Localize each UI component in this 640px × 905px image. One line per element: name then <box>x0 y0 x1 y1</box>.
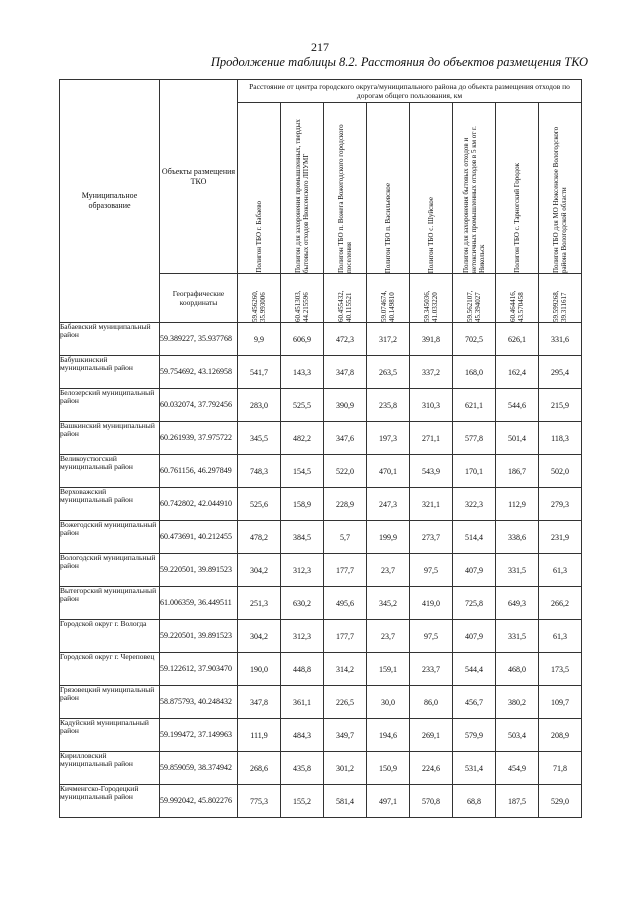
distance-value: 468,0 <box>496 653 539 686</box>
distance-value: 150,9 <box>367 752 410 785</box>
distance-value: 570,8 <box>410 785 453 818</box>
distance-value: 170,1 <box>453 455 496 488</box>
distance-value: 345,2 <box>367 587 410 620</box>
distance-value: 522,0 <box>324 455 367 488</box>
object-name: Полигон ТБО г. Бабаево <box>254 201 263 273</box>
distance-value: 448,8 <box>281 653 324 686</box>
distance-value: 187,5 <box>496 785 539 818</box>
distance-value: 514,4 <box>453 521 496 554</box>
distance-value: 497,1 <box>367 785 410 818</box>
distance-value: 495,6 <box>324 587 367 620</box>
distance-value: 273,7 <box>410 521 453 554</box>
distance-value: 97,5 <box>410 620 453 653</box>
table-row <box>60 554 582 587</box>
distance-value: 158,9 <box>281 488 324 521</box>
municipality-header: Муниципальное образование <box>60 80 160 323</box>
distance-value: 775,3 <box>238 785 281 818</box>
distances-table <box>59 79 582 818</box>
municipality-coords: 60.761156, 46.297849 <box>160 455 238 488</box>
distance-value: 162,4 <box>496 356 539 389</box>
table-row <box>60 389 582 422</box>
distance-value: 301,2 <box>324 752 367 785</box>
municipality-coords: 59.754692, 43.126958 <box>160 356 238 389</box>
distance-value: 525,6 <box>238 488 281 521</box>
distance-value: 168,0 <box>453 356 496 389</box>
distance-value: 231,9 <box>539 521 582 554</box>
distance-value: 283,0 <box>238 389 281 422</box>
distance-value: 503,4 <box>496 719 539 752</box>
object-header <box>324 103 367 274</box>
municipality-name: Белозерский муниципальный район <box>60 389 160 422</box>
municipality-coords: 60.032074, 37.792456 <box>160 389 238 422</box>
municipality-coords: 59.220501, 39.891523 <box>160 620 238 653</box>
distance-value: 155,2 <box>281 785 324 818</box>
distance-value: 186,7 <box>496 455 539 488</box>
distance-value: 304,2 <box>238 620 281 653</box>
distance-value: 630,2 <box>281 587 324 620</box>
distance-value: 112,9 <box>496 488 539 521</box>
distance-value: 321,1 <box>410 488 453 521</box>
distance-value: 154,5 <box>281 455 324 488</box>
table-row <box>60 356 582 389</box>
distance-value: 380,2 <box>496 686 539 719</box>
distance-value: 472,3 <box>324 323 367 356</box>
distance-value: 581,4 <box>324 785 367 818</box>
municipality-name: Вытегорский муниципальный район <box>60 587 160 620</box>
distance-value: 312,3 <box>281 554 324 587</box>
table-row <box>60 455 582 488</box>
distance-value: 173,5 <box>539 653 582 686</box>
table-body <box>60 323 582 818</box>
object-coords: 60.451303, 44.215596 <box>281 274 324 323</box>
distance-value: 725,8 <box>453 587 496 620</box>
distance-value: 177,7 <box>324 554 367 587</box>
object-coords: 59.456260, 35.993006 <box>238 274 281 323</box>
distance-value: 312,3 <box>281 620 324 653</box>
distance-value: 482,2 <box>281 422 324 455</box>
distance-value: 454,9 <box>496 752 539 785</box>
distance-value: 317,2 <box>367 323 410 356</box>
distance-value: 304,2 <box>238 554 281 587</box>
municipality-name: Кадуйский муниципальный район <box>60 719 160 752</box>
distance-value: 235,8 <box>367 389 410 422</box>
municipality-coords: 59.220501, 39.891523 <box>160 554 238 587</box>
distance-value: 86,0 <box>410 686 453 719</box>
distance-value: 529,0 <box>539 785 582 818</box>
table-row <box>60 719 582 752</box>
object-coords: 59.074674, 40.149810 <box>367 274 410 323</box>
distance-value: 349,7 <box>324 719 367 752</box>
table-row <box>60 686 582 719</box>
distance-value: 331,6 <box>539 323 582 356</box>
distance-value: 263,5 <box>367 356 410 389</box>
municipality-coords: 59.859059, 38.374942 <box>160 752 238 785</box>
objects-header: Объекты размещения ТКО <box>160 80 238 274</box>
distance-value: 194,6 <box>367 719 410 752</box>
municipality-name: Верховажский муниципальный район <box>60 488 160 521</box>
municipality-coords: 58.875793, 40.248432 <box>160 686 238 719</box>
distance-value: 361,1 <box>281 686 324 719</box>
distance-value: 118,3 <box>539 422 582 455</box>
municipality-name: Вашкинский муниципальный район <box>60 422 160 455</box>
municipality-coords: 60.473691, 40.212455 <box>160 521 238 554</box>
object-coords: 59.345036, 41.033220 <box>410 274 453 323</box>
distance-value: 310,3 <box>410 389 453 422</box>
distance-value: 5,7 <box>324 521 367 554</box>
distance-value: 268,6 <box>238 752 281 785</box>
municipality-coords: 59.199472, 37.149963 <box>160 719 238 752</box>
distance-value: 390,9 <box>324 389 367 422</box>
table-row <box>60 620 582 653</box>
distance-value: 541,7 <box>238 356 281 389</box>
municipality-coords: 59.122612, 37.903470 <box>160 653 238 686</box>
distance-value: 251,3 <box>238 587 281 620</box>
distance-value: 543,9 <box>410 455 453 488</box>
distance-value: 470,1 <box>367 455 410 488</box>
municipality-coords: 59.389227, 35.937768 <box>160 323 238 356</box>
municipality-name: Городской округ г. Вологда <box>60 620 160 653</box>
object-header <box>367 103 410 274</box>
object-coords: 60.455432, 40.115521 <box>324 274 367 323</box>
object-header <box>410 103 453 274</box>
distance-value: 347,6 <box>324 422 367 455</box>
distance-value: 97,5 <box>410 554 453 587</box>
distance-value: 215,9 <box>539 389 582 422</box>
municipality-coords: 60.261939, 37.975722 <box>160 422 238 455</box>
municipality-name: Грязовецкий муниципальный район <box>60 686 160 719</box>
object-coords: 59.599268, 39.311617 <box>539 274 582 323</box>
object-header <box>496 103 539 274</box>
distance-value: 331,5 <box>496 554 539 587</box>
distance-value: 347,8 <box>324 356 367 389</box>
municipality-name: Кичменгско-Городецкий муниципальный район <box>60 785 160 818</box>
distance-value: 9,9 <box>238 323 281 356</box>
distance-value: 621,1 <box>453 389 496 422</box>
distance-value: 407,9 <box>453 554 496 587</box>
distance-header: Расстояние от центра городского округа/муниципального района до объекта размещения отходов по дорогам общего пользования, км <box>238 80 582 103</box>
table-row <box>60 323 582 356</box>
distance-value: 109,7 <box>539 686 582 719</box>
municipality-name: Вологодский муниципальный район <box>60 554 160 587</box>
distance-value: 337,2 <box>410 356 453 389</box>
distance-value: 143,3 <box>281 356 324 389</box>
municipality-name: Великоустюгский муниципальный район <box>60 455 160 488</box>
table-row <box>60 521 582 554</box>
distance-value: 345,5 <box>238 422 281 455</box>
object-name: Полигон ТБО п. Васильевское <box>383 182 392 273</box>
distance-value: 419,0 <box>410 587 453 620</box>
distance-value: 269,1 <box>410 719 453 752</box>
table-row <box>60 422 582 455</box>
object-header <box>453 103 496 274</box>
distance-value: 61,3 <box>539 554 582 587</box>
table-row <box>60 488 582 521</box>
distance-value: 279,3 <box>539 488 582 521</box>
municipality-coords: 61.006359, 36.449511 <box>160 587 238 620</box>
distance-value: 649,3 <box>496 587 539 620</box>
distance-value: 606,9 <box>281 323 324 356</box>
distance-value: 71,8 <box>539 752 582 785</box>
distance-value: 226,5 <box>324 686 367 719</box>
distance-value: 23,7 <box>367 554 410 587</box>
municipality-coords: 59.992042, 45.802276 <box>160 785 238 818</box>
distance-value: 177,7 <box>324 620 367 653</box>
distance-value: 30,0 <box>367 686 410 719</box>
header-row-top <box>60 80 582 103</box>
object-coords: 59.562107, 45.394027 <box>453 274 496 323</box>
page-number: 217 <box>311 40 329 54</box>
distance-value: 224,6 <box>410 752 453 785</box>
distance-value: 502,0 <box>539 455 582 488</box>
distance-value: 338,6 <box>496 521 539 554</box>
table-row <box>60 653 582 686</box>
table-row <box>60 587 582 620</box>
municipality-coords: 60.742802, 42.044910 <box>160 488 238 521</box>
object-name: Полигон для захоронения бытовых отходов и нетоксичных промышленных отходов в 5 км от г. Никольск <box>461 126 487 273</box>
distance-value: 525,5 <box>281 389 324 422</box>
distance-value: 111,9 <box>238 719 281 752</box>
distance-value: 577,8 <box>453 422 496 455</box>
distance-value: 435,8 <box>281 752 324 785</box>
distance-value: 531,4 <box>453 752 496 785</box>
distance-value: 702,5 <box>453 323 496 356</box>
object-header <box>281 103 324 274</box>
object-name: Полигон ТБО п. Вожега Вожегодского городского поселения <box>336 124 353 273</box>
distance-value: 322,3 <box>453 488 496 521</box>
municipality-name: Кирилловский муниципальный район <box>60 752 160 785</box>
distance-value: 407,9 <box>453 620 496 653</box>
table-row <box>60 752 582 785</box>
distance-value: 501,4 <box>496 422 539 455</box>
distance-value: 208,9 <box>539 719 582 752</box>
distance-value: 579,9 <box>453 719 496 752</box>
municipality-name: Бабушкинский муниципальный район <box>60 356 160 389</box>
distance-value: 391,8 <box>410 323 453 356</box>
distance-value: 478,2 <box>238 521 281 554</box>
distance-value: 23,7 <box>367 620 410 653</box>
geo-coords-label: Географические координаты <box>160 274 238 323</box>
distance-value: 159,1 <box>367 653 410 686</box>
distance-value: 347,8 <box>238 686 281 719</box>
table-row <box>60 785 582 818</box>
table-caption: Продолжение таблицы 8.2. Расстояния до объектов размещения ТКО <box>210 55 588 69</box>
distance-value: 626,1 <box>496 323 539 356</box>
distance-value: 484,3 <box>281 719 324 752</box>
distance-value: 384,5 <box>281 521 324 554</box>
distance-value: 199,9 <box>367 521 410 554</box>
distance-value: 544,4 <box>453 653 496 686</box>
distance-value: 456,7 <box>453 686 496 719</box>
object-header <box>238 103 281 274</box>
distance-value: 190,0 <box>238 653 281 686</box>
object-name: Полигон ТБО для МО Нюксенское Вологодского района Вологодской области <box>551 126 569 273</box>
municipality-name: Городской округ г. Череповец <box>60 653 160 686</box>
distance-value: 228,9 <box>324 488 367 521</box>
distance-value: 331,5 <box>496 620 539 653</box>
distance-value: 748,3 <box>238 455 281 488</box>
distance-value: 247,3 <box>367 488 410 521</box>
distance-value: 314,2 <box>324 653 367 686</box>
distance-value: 295,4 <box>539 356 582 389</box>
object-name: Полигон ТБО с. Тарногский Городок <box>512 163 521 273</box>
distance-value: 233,7 <box>410 653 453 686</box>
object-name: Полигон для захоронения промышленных, твердых бытовых отходов Нюксенского ЛПУМГ <box>293 119 310 273</box>
distance-value: 68,8 <box>453 785 496 818</box>
object-name: Полигон ТБО с. Шуйское <box>426 196 435 273</box>
object-coords: 60.464416, 43.570458 <box>496 274 539 323</box>
municipality-name: Бабаевский муниципальный район <box>60 323 160 356</box>
distance-value: 271,1 <box>410 422 453 455</box>
object-header <box>539 103 582 274</box>
municipality-name: Вожегодский муниципальный район <box>60 521 160 554</box>
distance-value: 544,6 <box>496 389 539 422</box>
distance-value: 61,3 <box>539 620 582 653</box>
distance-value: 197,3 <box>367 422 410 455</box>
distance-value: 266,2 <box>539 587 582 620</box>
